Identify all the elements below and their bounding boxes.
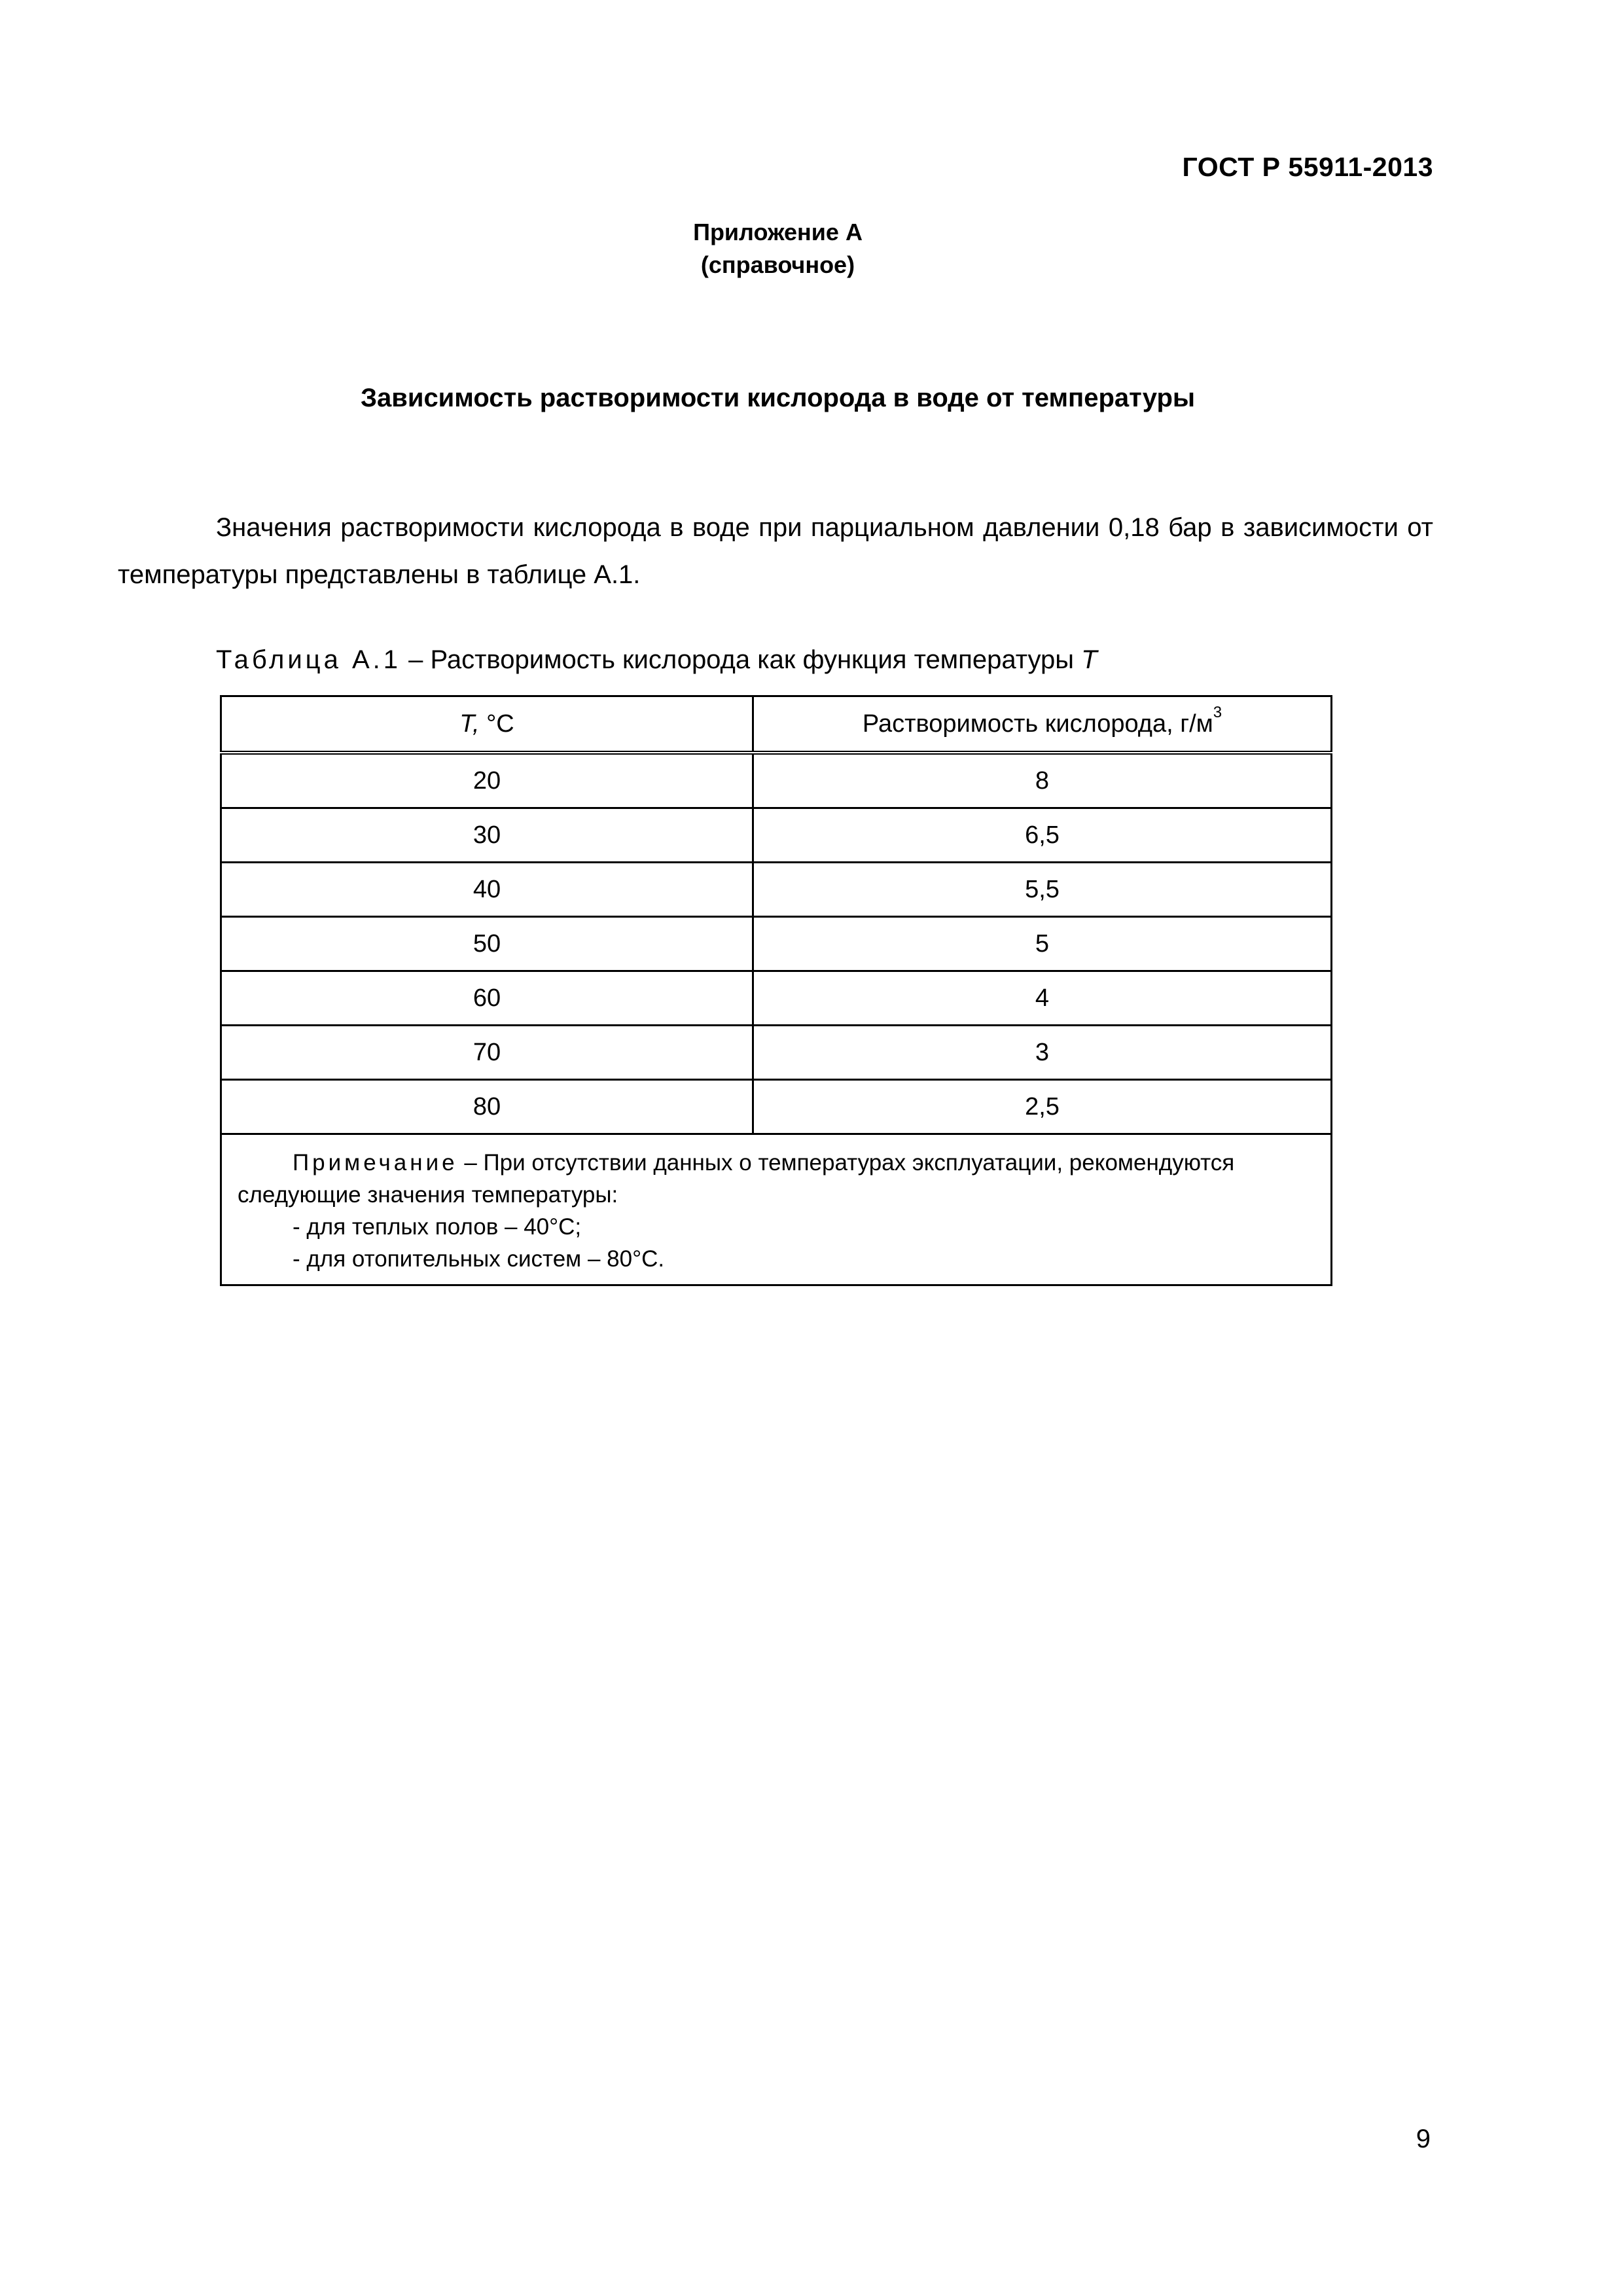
table-caption-variable: T [1081, 645, 1097, 674]
solubility-table [220, 695, 1332, 1286]
section-title: Зависимость растворимости кислорода в воде от температуры [360, 384, 1196, 412]
solubility-cell: 2,5 [753, 1080, 1332, 1134]
note-item: - для отопительных систем – 80°С. [293, 1246, 665, 1272]
solubility-cell: 3 [753, 1026, 1332, 1080]
table-row [221, 917, 1332, 971]
temperature-cell: 30 [221, 808, 753, 863]
temperature-cell: 60 [221, 971, 753, 1026]
appendix-title: Приложение А [693, 219, 863, 245]
note-paragraph [238, 1147, 1315, 1211]
solubility-cell: 5,5 [753, 863, 1332, 917]
solubility-header-label: Растворимость кислорода, г/м [862, 709, 1213, 738]
note-item: - для теплых полов – 40°С; [293, 1214, 582, 1240]
note-text: – При отсутствии данных о температурах эксплуатации, рекомендуются следующие значения температуры: [238, 1150, 1235, 1208]
temperature-cell: 80 [221, 1080, 753, 1134]
table-row [221, 1026, 1332, 1080]
temperature-cell: 50 [221, 917, 753, 971]
temperature-cell: 40 [221, 863, 753, 917]
solubility-cell: 8 [753, 753, 1332, 808]
document-id: ГОСТ Р 55911-2013 [1182, 152, 1433, 182]
solubility-header-superscript: 3 [1213, 703, 1222, 721]
solubility-cell: 4 [753, 971, 1332, 1026]
intro-paragraph: Значения растворимости кислорода в воде при парциальном давлении 0,18 бар в зависимости от температуры представлены в таблице А.1. [118, 513, 1433, 589]
table-row [221, 863, 1332, 917]
table-caption [216, 645, 1097, 675]
appendix-type: (справочное) [700, 251, 855, 278]
table-row [221, 753, 1332, 808]
temperature-unit: °С [479, 709, 514, 738]
solubility-cell: 5 [753, 917, 1332, 971]
temperature-cell: 70 [221, 1026, 753, 1080]
column-header-temperature [221, 696, 753, 753]
table-row [221, 971, 1332, 1026]
table-header-row [221, 696, 1332, 753]
table-caption-separator: – [401, 645, 431, 674]
column-header-solubility [753, 696, 1332, 753]
solubility-cell: 6,5 [753, 808, 1332, 863]
table-row [221, 808, 1332, 863]
note-label: Примечание [293, 1150, 458, 1175]
page-number: 9 [1416, 2125, 1431, 2153]
table-note-row [221, 1134, 1332, 1285]
table-caption-label: Таблица А.1 [216, 645, 401, 674]
temperature-cell: 20 [221, 753, 753, 808]
table-caption-text: Растворимость кислорода как функция температуры [430, 645, 1082, 674]
table-note [221, 1134, 1332, 1285]
table-row [221, 1080, 1332, 1134]
appendix-heading [0, 216, 1556, 281]
temperature-variable: T, [459, 709, 480, 738]
